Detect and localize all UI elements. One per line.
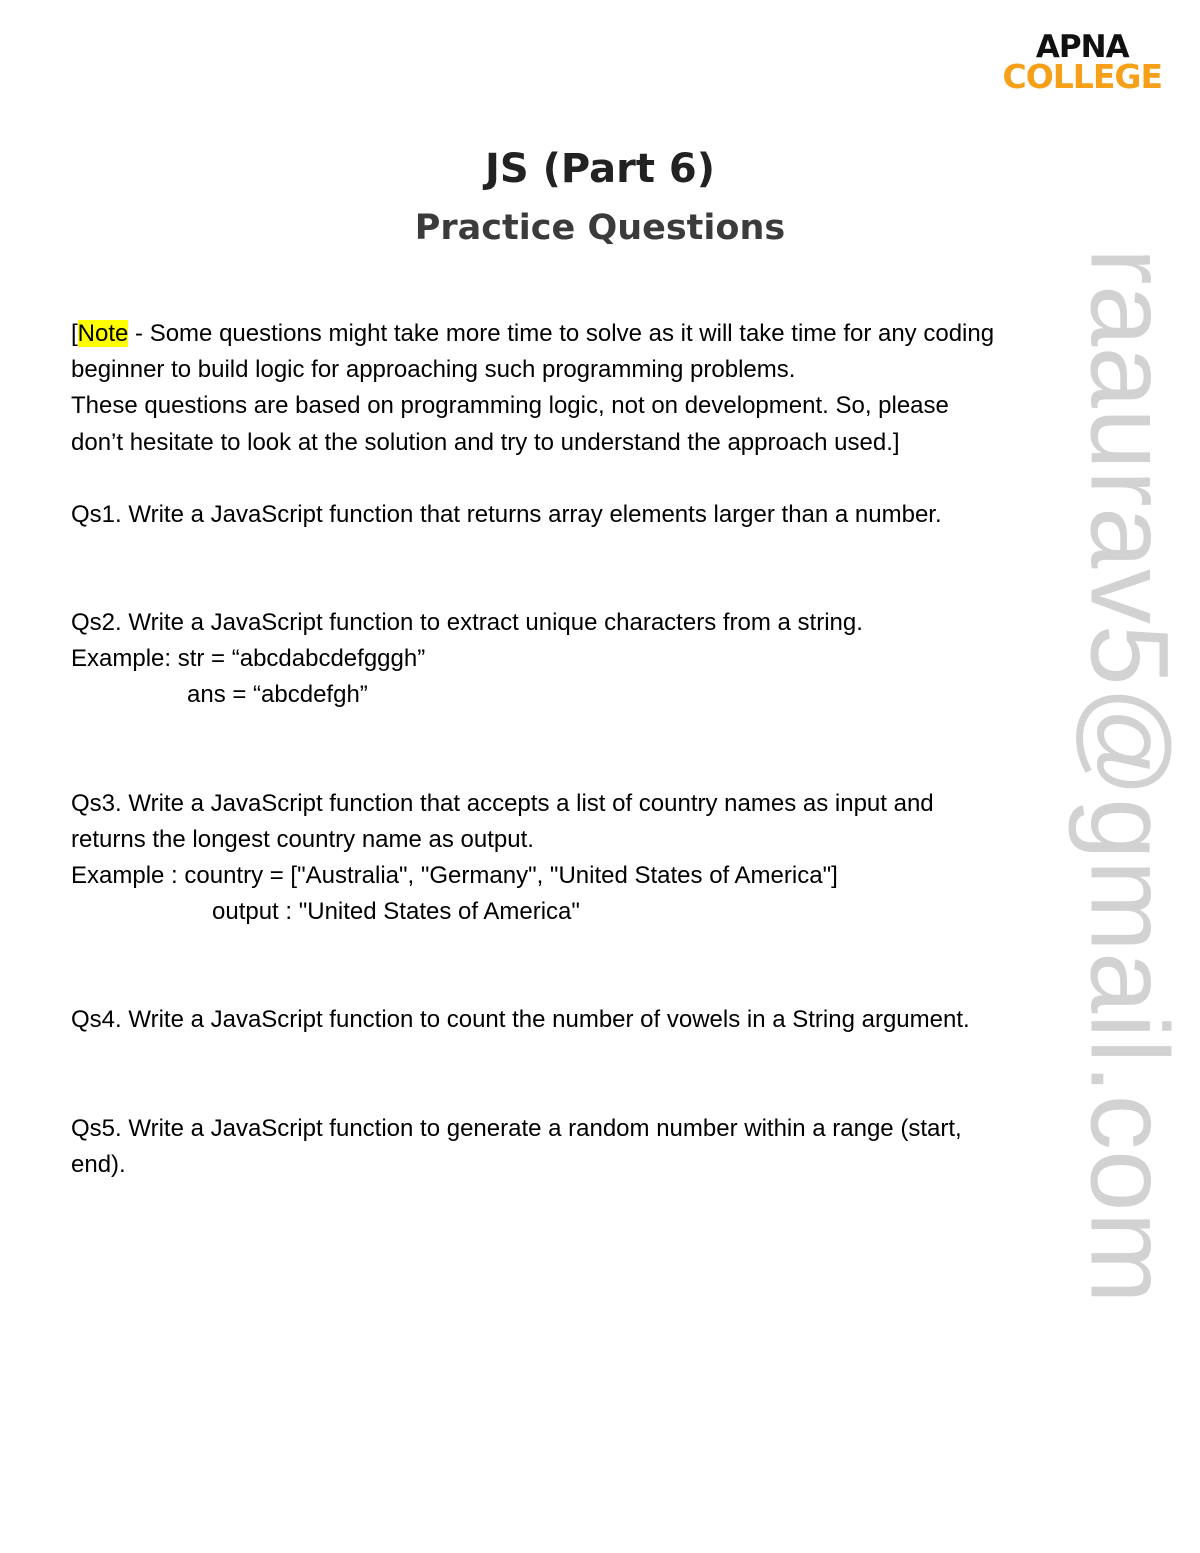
note-line-1-text: - Some questions might take more time to solve as it will take time for any coding (128, 320, 995, 347)
note-highlight-word: Note (77, 320, 129, 347)
question-2-example: Example: str = “abcdabcdefgggh” (71, 645, 426, 673)
question-3-line-2: returns the longest country name as output. (71, 825, 534, 853)
question-2 (71, 605, 1151, 714)
question-2-text: Qs2. Write a JavaScript function to extract unique characters from a string. (71, 609, 863, 637)
document-body (71, 316, 1151, 1183)
logo-line-apna: APNA (1035, 29, 1129, 65)
question-1 (71, 497, 1151, 533)
note-block (71, 316, 1151, 461)
question-5-line-1: Qs5. Write a JavaScript function to generate a random number within a range (start, (71, 1114, 962, 1142)
note-line-4: don’t hesitate to look at the solution and try to understand the approach used.] (71, 428, 900, 456)
question-4-text: Qs4. Write a JavaScript function to count the number of vowels in a String argument. (71, 1006, 970, 1034)
note-line-1 (71, 316, 1151, 352)
email-watermark: raaurav5@gmail.com (1067, 247, 1191, 1305)
page-title: JS (Part 6) (484, 146, 716, 192)
question-1-text: Qs1. Write a JavaScript function that returns array elements larger than a number. (71, 500, 942, 528)
question-2-answer: ans = “abcdefgh” (187, 681, 368, 709)
question-3-line-1: Qs3. Write a JavaScript function that accepts a list of country names as input and (71, 789, 934, 817)
question-4 (71, 1002, 1151, 1038)
question-5 (71, 1111, 1151, 1183)
note-line-2: beginner to build logic for approaching such programming problems. (71, 356, 796, 384)
question-3 (71, 786, 1151, 931)
question-3-output: output : "United States of America" (212, 898, 580, 926)
page-subtitle: Practice Questions (414, 208, 786, 248)
apna-college-logo (1002, 29, 1163, 96)
question-3-example: Example : country = ["Australia", "Germany", "United States of America"] (71, 862, 838, 890)
note-line-3: These questions are based on programming logic, not on development. So, please (71, 392, 949, 420)
note-open-bracket: [ (71, 320, 78, 347)
logo-line-college: COLLEGE (1002, 56, 1162, 96)
question-5-line-2: end). (71, 1150, 126, 1178)
